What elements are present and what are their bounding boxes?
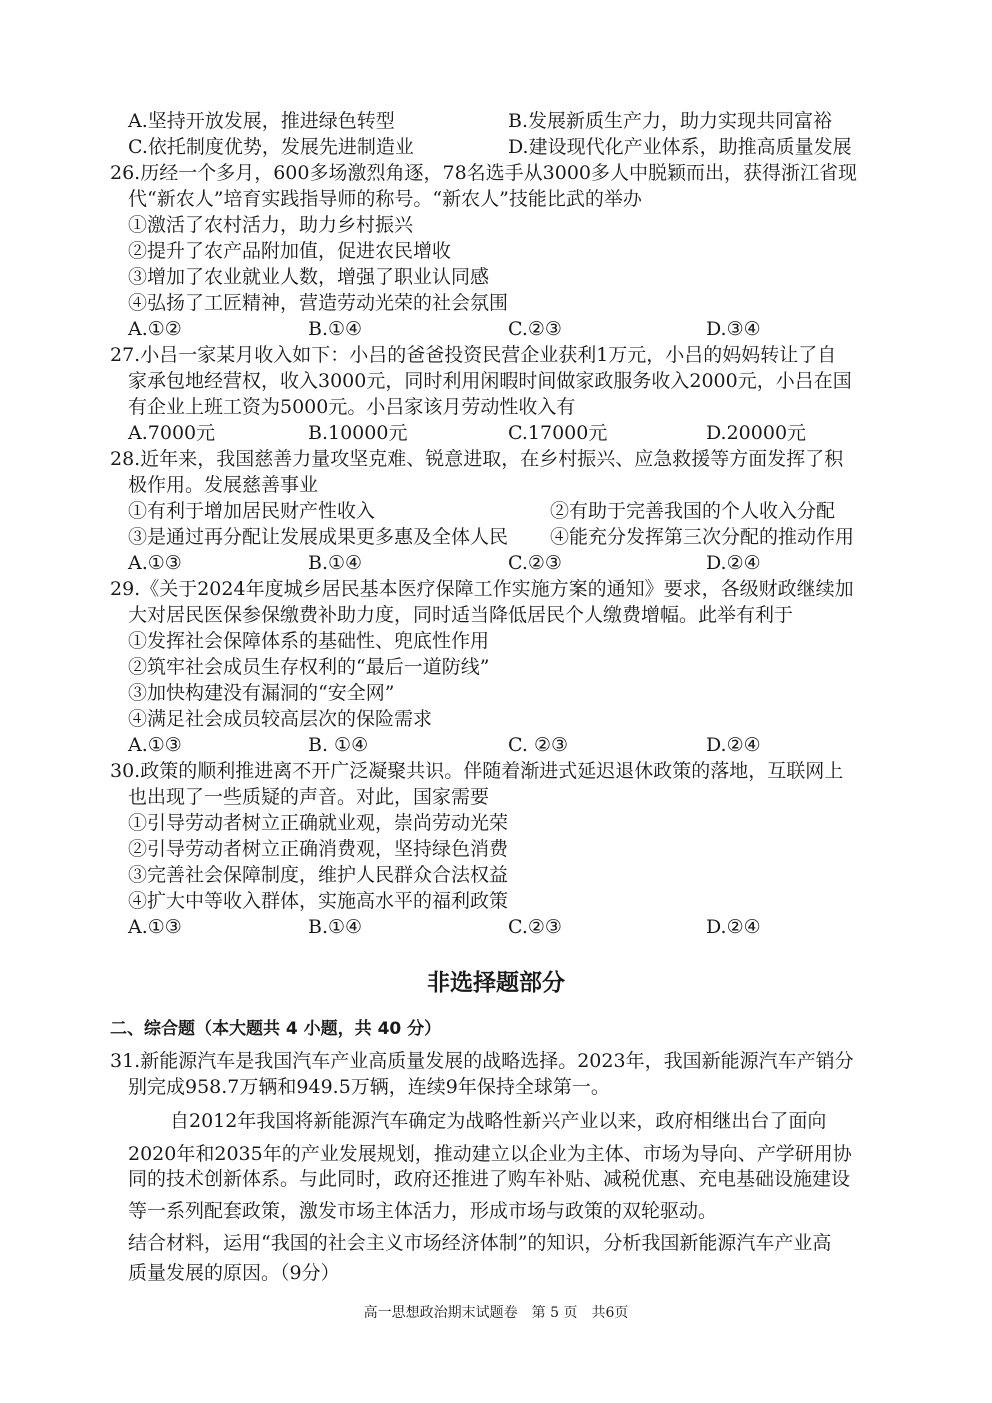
- q27-option-a: A.7000元: [128, 422, 216, 444]
- q25-option-b: B.发展新质生产力，助力实现共同富裕: [508, 110, 833, 132]
- q27-stem-line-2: 家承包地经营权，收入3000元，同时利用闲暇时间做家政服务收入2000元，小吕在国: [128, 370, 852, 392]
- q29-option-a: A.①③: [128, 734, 182, 756]
- q28-option-d: D.②④: [706, 552, 761, 574]
- q26-option-c: C.②③: [508, 318, 562, 340]
- q30-statement-2: ②引导劳动者树立正确消费观，坚持绿色消费: [128, 838, 509, 860]
- q26-statement-3: ③增加了农业就业人数，增强了职业认同感: [128, 266, 490, 288]
- q30-option-c: C.②③: [508, 916, 562, 938]
- q29-statement-4: ④满足社会成员较高层次的保险需求: [128, 708, 433, 730]
- q30-statement-4: ④扩大中等收入群体，实施高水平的福利政策: [128, 890, 509, 912]
- q30-statement-3: ③完善社会保障制度，维护人民群众合法权益: [128, 864, 509, 886]
- q29-option-d: D.②④: [706, 734, 761, 756]
- q29-stem-line-2: 大对居民医保参保缴费补助力度，同时适当降低居民个人缴费增幅。此举有利于: [128, 604, 794, 626]
- q31-material-line-3: 同的技术创新体系。与此同时，政府还推进了购车补贴、减税优惠、充电基础设施建设: [128, 1168, 851, 1190]
- q26-option-a: A.①②: [128, 318, 182, 340]
- q29-option-c: C. ②③: [508, 734, 569, 756]
- q25-option-d: D.建设现代化产业体系，助推高质量发展: [508, 136, 852, 158]
- q28-statement-2: ②有助于完善我国的个人收入分配: [550, 500, 836, 522]
- q26-option-d: D.③④: [706, 318, 761, 340]
- q29-statement-1: ①发挥社会保障体系的基础性、兜底性作用: [128, 630, 490, 652]
- q28-statement-4: ④能充分发挥第三次分配的推动作用: [550, 526, 855, 548]
- section-title: 非选择题部分: [427, 970, 565, 996]
- q31-material-line-2: 2020年和2035年的产业发展规划，推动建立以企业为主体、市场为导向、产学研用协: [128, 1143, 852, 1165]
- q30-statement-1: ①引导劳动者树立正确就业观，崇尚劳动光荣: [128, 812, 509, 834]
- q30-option-a: A.①③: [128, 916, 182, 938]
- q28-statement-3: ③是通过再分配让发展成果更多惠及全体人民: [128, 526, 509, 548]
- q29-statement-3: ③加快构建没有漏洞的“安全网”: [128, 682, 395, 704]
- q28-statement-1: ①有利于增加居民财产性收入: [128, 500, 376, 522]
- q30-option-b: B.①④: [308, 916, 363, 938]
- q26-statement-4: ④弘扬了工匠精神，营造劳动光荣的社会氛围: [128, 292, 509, 314]
- q26-stem-line-2: 代“新农人”培育实践指导师的称号。“新农人”技能比武的举办: [128, 188, 642, 210]
- page-footer: 高一思想政治期末试题卷 第 5 页 共6页: [363, 1305, 629, 1321]
- q27-option-c: C.17000元: [508, 422, 608, 444]
- q28-option-c: C.②③: [508, 552, 562, 574]
- q26-stem-line-1: 26.历经一个多月，600多场激烈角逐，78名选手从3000多人中脱颖而出，获得浙江省现: [110, 162, 858, 184]
- q30-stem-line-1: 30.政策的顺利推进离不开广泛凝聚共识。伴随着渐进式延迟退休政策的落地，互联网上: [110, 760, 844, 782]
- q31-material-line-1: 自2012年我国将新能源汽车确定为战略性新兴产业以来，政府相继出台了面向: [170, 1110, 827, 1132]
- q27-option-d: D.20000元: [706, 422, 807, 444]
- q28-option-a: A.①③: [128, 552, 182, 574]
- q27-stem-line-3: 有企业上班工资为5000元。小吕家该月劳动性收入有: [128, 396, 576, 418]
- q28-stem-line-2: 极作用。发展慈善事业: [128, 474, 319, 496]
- q30-option-d: D.②④: [706, 916, 761, 938]
- q27-option-b: B.10000元: [308, 422, 408, 444]
- q31-question-line-2: 质量发展的原因。（9分）: [128, 1262, 340, 1284]
- q26-statement-1: ①激活了农村活力，助力乡村振兴: [128, 214, 414, 236]
- q28-option-b: B.①④: [308, 552, 363, 574]
- q27-stem-line-1: 27.小吕一家某月收入如下：小吕的爸爸投资民营企业获利1万元，小吕的妈妈转让了自: [110, 344, 837, 366]
- q26-option-b: B.①④: [308, 318, 363, 340]
- q31-line-1: 31.新能源汽车是我国汽车产业高质量发展的战略选择。2023年，我国新能源汽车产销分: [110, 1050, 854, 1072]
- part-heading: 二、综合题（本大题共 4 小题，共 40 分）: [110, 1019, 442, 1039]
- q25-option-a: A.坚持开放发展，推进绿色转型: [128, 110, 395, 132]
- q30-stem-line-2: 也出现了一些质疑的声音。对此，国家需要: [128, 786, 490, 808]
- q31-line-2: 别完成958.7万辆和949.5万辆，连续9年保持全球第一。: [128, 1076, 610, 1098]
- q25-option-c: C.依托制度优势，发展先进制造业: [128, 136, 414, 158]
- q31-question-line-1: 结合材料，运用“我国的社会主义市场经济体制”的知识，分析我国新能源汽车产业高: [128, 1232, 832, 1254]
- q31-material-line-4: 等一系列配套政策，激发市场主体活力，形成市场与政策的双轮驱动。: [128, 1200, 718, 1222]
- q26-statement-2: ②提升了农产品附加值，促进农民增收: [128, 240, 452, 262]
- q29-statement-2: ②筑牢社会成员生存权利的“最后一道防线”: [128, 656, 490, 678]
- q29-stem-line-1: 29.《关于2024年度城乡居民基本医疗保障工作实施方案的通知》要求，各级财政继续加: [110, 578, 854, 600]
- q29-option-b: B. ①④: [308, 734, 369, 756]
- q28-stem-line-1: 28.近年来，我国慈善力量攻坚克难、锐意进取，在乡村振兴、应急救援等方面发挥了积: [110, 448, 844, 470]
